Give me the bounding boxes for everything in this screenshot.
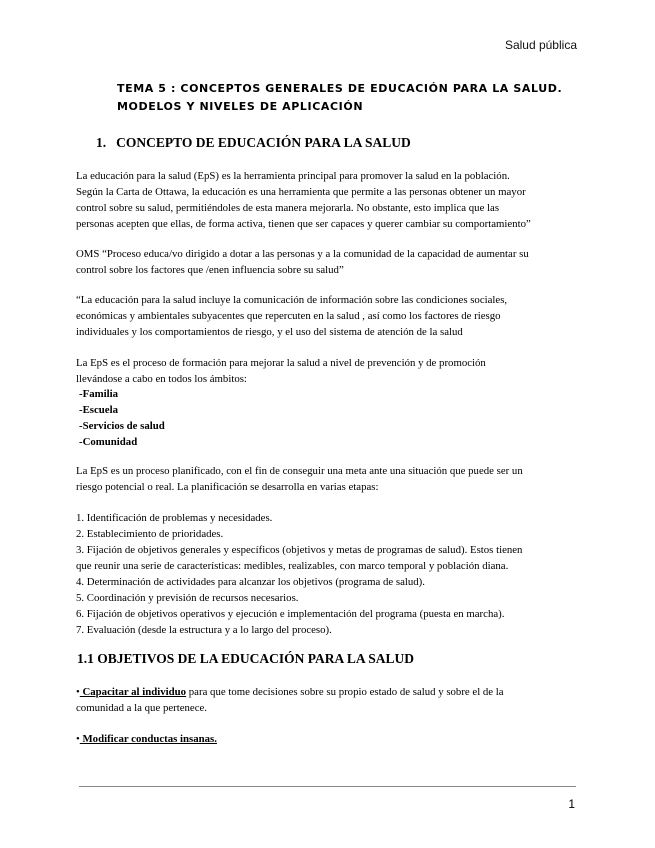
paragraph-planificacion	[76, 463, 576, 495]
text-line: control sobre los factores que /enen influencia sobre su salud”	[76, 264, 344, 276]
text-line: comunidad a la que pertenece.	[76, 702, 207, 714]
ambitos-list	[79, 386, 579, 450]
text-line: La EpS es un proceso planificado, con el fin de conseguir una meta ante una situación que puede ser un	[76, 465, 523, 477]
objective-emphasis: Modificar conductas insanas.	[79, 733, 217, 745]
objetivo-modificar	[76, 731, 576, 747]
text-line: control sobre su salud, permitiéndoles de esta manera mejorarla. No obstante, esto implica que las	[76, 202, 500, 214]
paragraph-eps-ambitos	[76, 355, 576, 387]
list-item: -Familia	[79, 388, 118, 400]
section-title: CONCEPTO DE EDUCACIÓN PARA LA SALUD	[116, 135, 411, 150]
text-line: riesgo potencial o real. La planificación se desarrolla en varias etapas:	[76, 481, 379, 493]
text-line: personas acepten que ellas, de forma activa, tienen que ser capaces y querer cambiar su comportamiento”	[76, 218, 531, 230]
paragraph-definition	[76, 168, 576, 232]
list-item: 3. Fijación de objetivos generales y específicos (objetivos y metas de programas de salud). Estos tienen	[76, 544, 523, 556]
list-item: 4. Determinación de actividades para alcanzar los objetivos (programa de salud).	[76, 576, 425, 588]
list-item: -Comunidad	[79, 436, 138, 448]
text-line: La EpS es el proceso de formación para mejorar la salud a nivel de prevención y de promoción	[76, 357, 486, 369]
text-line: Según la Carta de Ottawa, la educación es una herramienta que permite a las personas obtener un mayor	[76, 186, 526, 198]
list-item: -Escuela	[79, 404, 118, 416]
text-line: OMS “Proceso educa/vo dirigido a dotar a las personas y a la comunidad de la capacidad de aumentar su	[76, 248, 529, 260]
text-line: La educación para la salud (EpS) es la herramienta principal para promover la salud en la población.	[76, 170, 510, 182]
section-heading-1	[96, 135, 411, 151]
objective-emphasis: Capacitar al individuo	[79, 686, 187, 698]
running-header: Salud pública	[504, 38, 577, 52]
list-item: 6. Fijación de objetivos operativos y ejecución e implementación del programa (puesta en marcha).	[76, 608, 505, 620]
text-line: económicas y ambientales subyacentes que repercuten en la salud , así como los factores de riesgo	[76, 310, 501, 322]
bullet: •	[76, 733, 80, 745]
etapas-list	[76, 510, 576, 638]
text-line: llevándose a cabo en todos los ámbitos:	[76, 373, 247, 385]
paragraph-oms	[76, 246, 576, 278]
footer-divider	[79, 786, 576, 787]
text-line: individuales y los comportamientos de riesgo, y el uso del sistema de atención de la salud	[76, 326, 463, 338]
document-title-line-2: MODELOS Y NIVELES DE APLICACIÓN	[117, 100, 364, 113]
text-line: “La educación para la salud incluye la comunicación de información sobre las condiciones sociales,	[76, 294, 508, 306]
paragraph-quote	[76, 292, 576, 340]
document-title-line-1: TEMA 5 : CONCEPTOS GENERALES DE EDUCACIÓN PARA LA SALUD.	[117, 82, 563, 95]
list-item: 2. Establecimiento de prioridades.	[76, 528, 224, 540]
bullet: •	[76, 686, 80, 698]
objective-text: para que tome decisiones sobre su propio estado de salud y sobre el de la	[186, 686, 504, 698]
list-item: 7. Evaluación (desde la estructura y a lo largo del proceso).	[76, 624, 332, 636]
objetivo-capacitar	[76, 684, 576, 716]
list-item: -Servicios de salud	[79, 420, 165, 432]
page-number: 1	[568, 797, 575, 811]
section-number: 1.	[96, 135, 107, 150]
list-item: que reunir una serie de características: medibles, realizables, con marco temporal y población diana.	[76, 560, 509, 572]
list-item: 5. Coordinación y previsión de recursos necesarios.	[76, 592, 299, 604]
list-item: 1. Identificación de problemas y necesidades.	[76, 512, 273, 524]
section-heading-1-1: 1.1 OBJETIVOS DE LA EDUCACIÓN PARA LA SALUD	[77, 651, 415, 666]
